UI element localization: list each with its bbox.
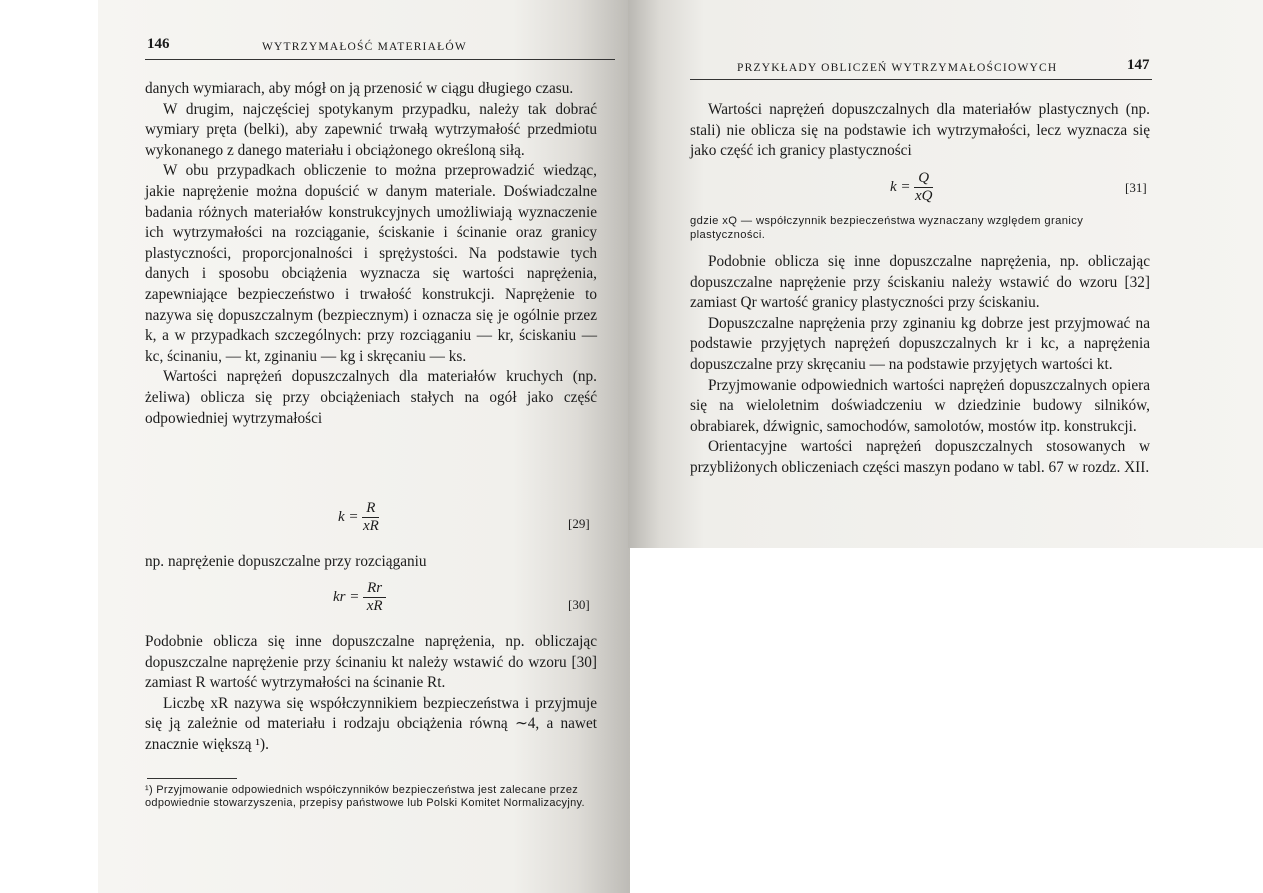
header-rule-right	[690, 79, 1152, 80]
between-text: np. naprężenie dopuszczalne przy rozciąganiu	[145, 553, 427, 570]
right-body	[690, 252, 1150, 479]
formula-30	[333, 580, 386, 615]
running-header-right: PRZYKŁADY OBLICZEŃ WYTRZYMAŁOŚCIOWYCH	[737, 62, 1058, 74]
footnote: ¹) Przyjmowanie odpowiednich współczynników bezpieczeństwa jest zalecane przez odpowiednie stowarzyszenia, przepisy państwowe lub Polski Komitet Normalizacyjny.	[145, 784, 585, 809]
page-number-right: 147	[1127, 57, 1150, 73]
numerator: Rr	[363, 580, 386, 598]
formula-29	[338, 500, 379, 535]
right-intro	[690, 100, 1150, 162]
paragraph: Podobnie oblicza się inne dopuszczalne naprężenia, np. obliczając dopuszczalne naprężenie przy ściskaniu należy wstawić do wzoru [32] zamiast Qr wartość granicy plastyczności przy ściskaniu.	[690, 253, 1150, 312]
formula-lhs: k =	[890, 178, 911, 195]
fraction	[363, 580, 386, 615]
paragraph: Podobnie oblicza się inne dopuszczalne naprężenia, np. obliczając dopuszczalne naprężenie przy ścinaniu kt należy wstawić do wzoru [30] zamiast R wartość wytrzymałości na ścinanie Rt.	[145, 633, 597, 692]
left-body-bottom	[145, 632, 597, 756]
denominator: xQ	[914, 188, 933, 204]
paragraph: W obu przypadkach obliczenie to można przeprowadzić wiedząc, jakie naprężenie można dopuścić w danym materiale. Doświadczalne badania różnych materiałów konstrukcyjnych umożliwiają wyznaczenie ich wytrzymałości na rozciąganie, ściskanie i ścinanie oraz granicy plastyczności, proporcjonalności i sprężystości. Na podstawie tych danych i sposobu obciążenia wyznacza się wartości naprężenia, zapewniające bezpieczeństwo i trwałość konstrukcji. Naprężenie to nazywa się dopuszczalnym (bezpiecznym) i oznacza się je ogólnie przez k, a w przypadkach szczególnych: przy rozciąganiu — kr, ściskaniu — kc, ścinaniu, — kt, zginaniu — kg i skręcaniu — ks.	[145, 162, 597, 365]
fraction	[914, 170, 933, 205]
left-body-top	[145, 79, 597, 429]
formula-lhs: kr =	[333, 588, 360, 605]
equation-number-29: [29]	[568, 516, 590, 531]
footnote-rule	[147, 778, 237, 779]
where-text: gdzie xQ — współczynnik bezpieczeństwa wyznaczany względem granicy plastyczności.	[690, 215, 1084, 241]
fraction	[362, 500, 379, 535]
running-header-left: WYTRZYMAŁOŚĆ MATERIAŁÓW	[262, 41, 467, 53]
paragraph: W drugim, najczęściej spotykanym przypadku, należy tak dobrać wymiary pręta (belki), aby zapewnić trwałą wytrzymałość przedmiotu wykonanego z danego materiału i obciążonego określoną siłą.	[145, 100, 597, 159]
paragraph: danych wymiarach, aby mógł on ją przenosić w ciągu długiego czasu.	[145, 80, 574, 97]
numerator: R	[362, 500, 379, 518]
paragraph: Wartości naprężeń dopuszczalnych dla materiałów plastycznych (np. stali) nie oblicza się na podstawie ich wytrzymałości, lecz wyznacza się jako część ich granicy plastyczności	[690, 101, 1150, 160]
formula-lhs: k =	[338, 508, 359, 525]
paragraph: Dopuszczalne naprężenia przy zginaniu kg dobrze jest przyjmować na podstawie przyjętych naprężeń dopuszczalnych kr i kc, a naprężenia dopuszczalne przy skręcaniu — na podstawie przyjętych wartości kt.	[690, 314, 1150, 373]
paragraph: Orientacyjne wartości naprężeń dopuszczalnych stosowanych w przybliżonych obliczeniach części maszyn podano w tabl. 67 w rozdz. XII.	[690, 438, 1150, 476]
denominator: xR	[362, 518, 379, 534]
formula-31	[890, 170, 933, 205]
equation-number-31: [31]	[1125, 180, 1147, 195]
paragraph: Liczbę xR nazywa się współczynnikiem bezpieczeństwa i przyjmuje się ją zależnie od materiału i rodzaju obciążenia równą ∼4, a nawet znacznie większą ¹).	[145, 694, 597, 753]
paragraph: Przyjmowanie odpowiednich wartości naprężeń dopuszczalnych opiera się na wieloletnim doświadczeniu w dziedzinie budowy silników, obrabiarek, dźwignic, samochodów, samolotów, mostów itp. konstrukcji.	[690, 376, 1150, 435]
denominator: xR	[366, 598, 383, 614]
equation-number-30: [30]	[568, 597, 590, 612]
numerator: Q	[914, 170, 933, 188]
header-rule-left	[145, 59, 615, 60]
paragraph: Wartości naprężeń dopuszczalnych dla materiałów kruchych (np. żeliwa) oblicza się przy obciążeniach stałych na ogół jako część odpowiedniej wytrzymałości	[145, 368, 597, 427]
page-number-left: 146	[147, 36, 170, 52]
